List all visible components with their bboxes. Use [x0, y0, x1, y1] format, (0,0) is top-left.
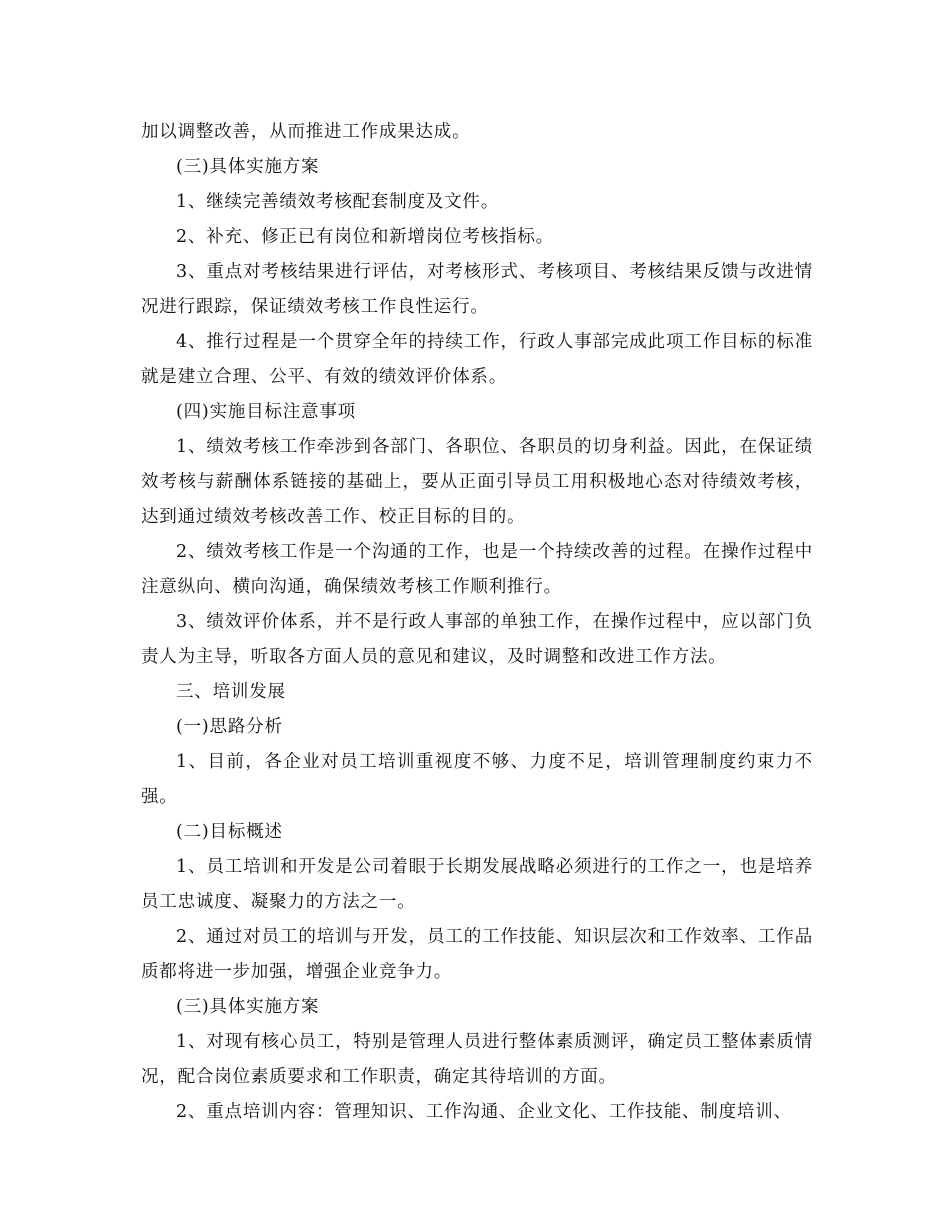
paragraph: 3、绩效评价体系，并不是行政人事部的单独工作，在操作过程中，应以部门负责人为主导，听取各方面人员的意见和建议，及时调整和改进工作方法。: [141, 612, 813, 667]
subheading: (三)具体实施方案: [176, 997, 320, 1017]
paragraph: 3、重点对考核结果进行评估，对考核形式、考核项目、考核结果反馈与改进情况进行跟踪，保证绩效考核工作良性运行。: [141, 262, 813, 317]
document-body: [141, 115, 813, 1130]
paragraph: 1、目前，各企业对员工培训重视度不够、力度不足，培训管理制度约束力不强。: [141, 752, 813, 807]
paragraph: 1、绩效考核工作牵涉到各部门、各职位、各职员的切身利益。因此，在保证绩效考核与薪酬体系链接的基础上，要从正面引导员工用积极地心态对待绩效考核，达到通过绩效考核改善工作、校正目标的目的。: [141, 437, 813, 527]
paragraph: 2、绩效考核工作是一个沟通的工作，也是一个持续改善的过程。在操作过程中注意纵向、横向沟通，确保绩效考核工作顺利推行。: [141, 542, 813, 597]
paragraph: 2、通过对员工的培训与开发，员工的工作技能、知识层次和工作效率、工作品质都将进一步加强，增强企业竞争力。: [141, 927, 813, 982]
paragraph: 1、继续完善绩效考核配套制度及文件。: [176, 192, 500, 212]
paragraph: 1、员工培训和开发是公司着眼于长期发展战略必须进行的工作之一，也是培养员工忠诚度、凝聚力的方法之一。: [141, 857, 813, 912]
paragraph: 2、补充、修正已有岗位和新增岗位考核指标。: [176, 227, 554, 247]
subheading: (二)目标概述: [176, 822, 283, 842]
subheading: (三)具体实施方案: [176, 157, 320, 177]
section-heading: 三、培训发展: [176, 682, 286, 702]
paragraph: 2、重点培训内容：管理知识、工作沟通、企业文化、工作技能、制度培训、: [176, 1102, 792, 1122]
paragraph: 4、推行过程是一个贯穿全年的持续工作，行政人事部完成此项工作目标的标准就是建立合理、公平、有效的绩效评价体系。: [141, 332, 813, 387]
subheading: (四)实施目标注意事项: [176, 402, 356, 422]
paragraph: 加以调整改善，从而推进工作成果达成。: [141, 122, 471, 142]
subheading: (一)思路分析: [176, 717, 283, 737]
paragraph: 1、对现有核心员工，特别是管理人员进行整体素质测评，确定员工整体素质情况，配合岗位素质要求和工作职责，确定其待培训的方面。: [141, 1032, 813, 1087]
